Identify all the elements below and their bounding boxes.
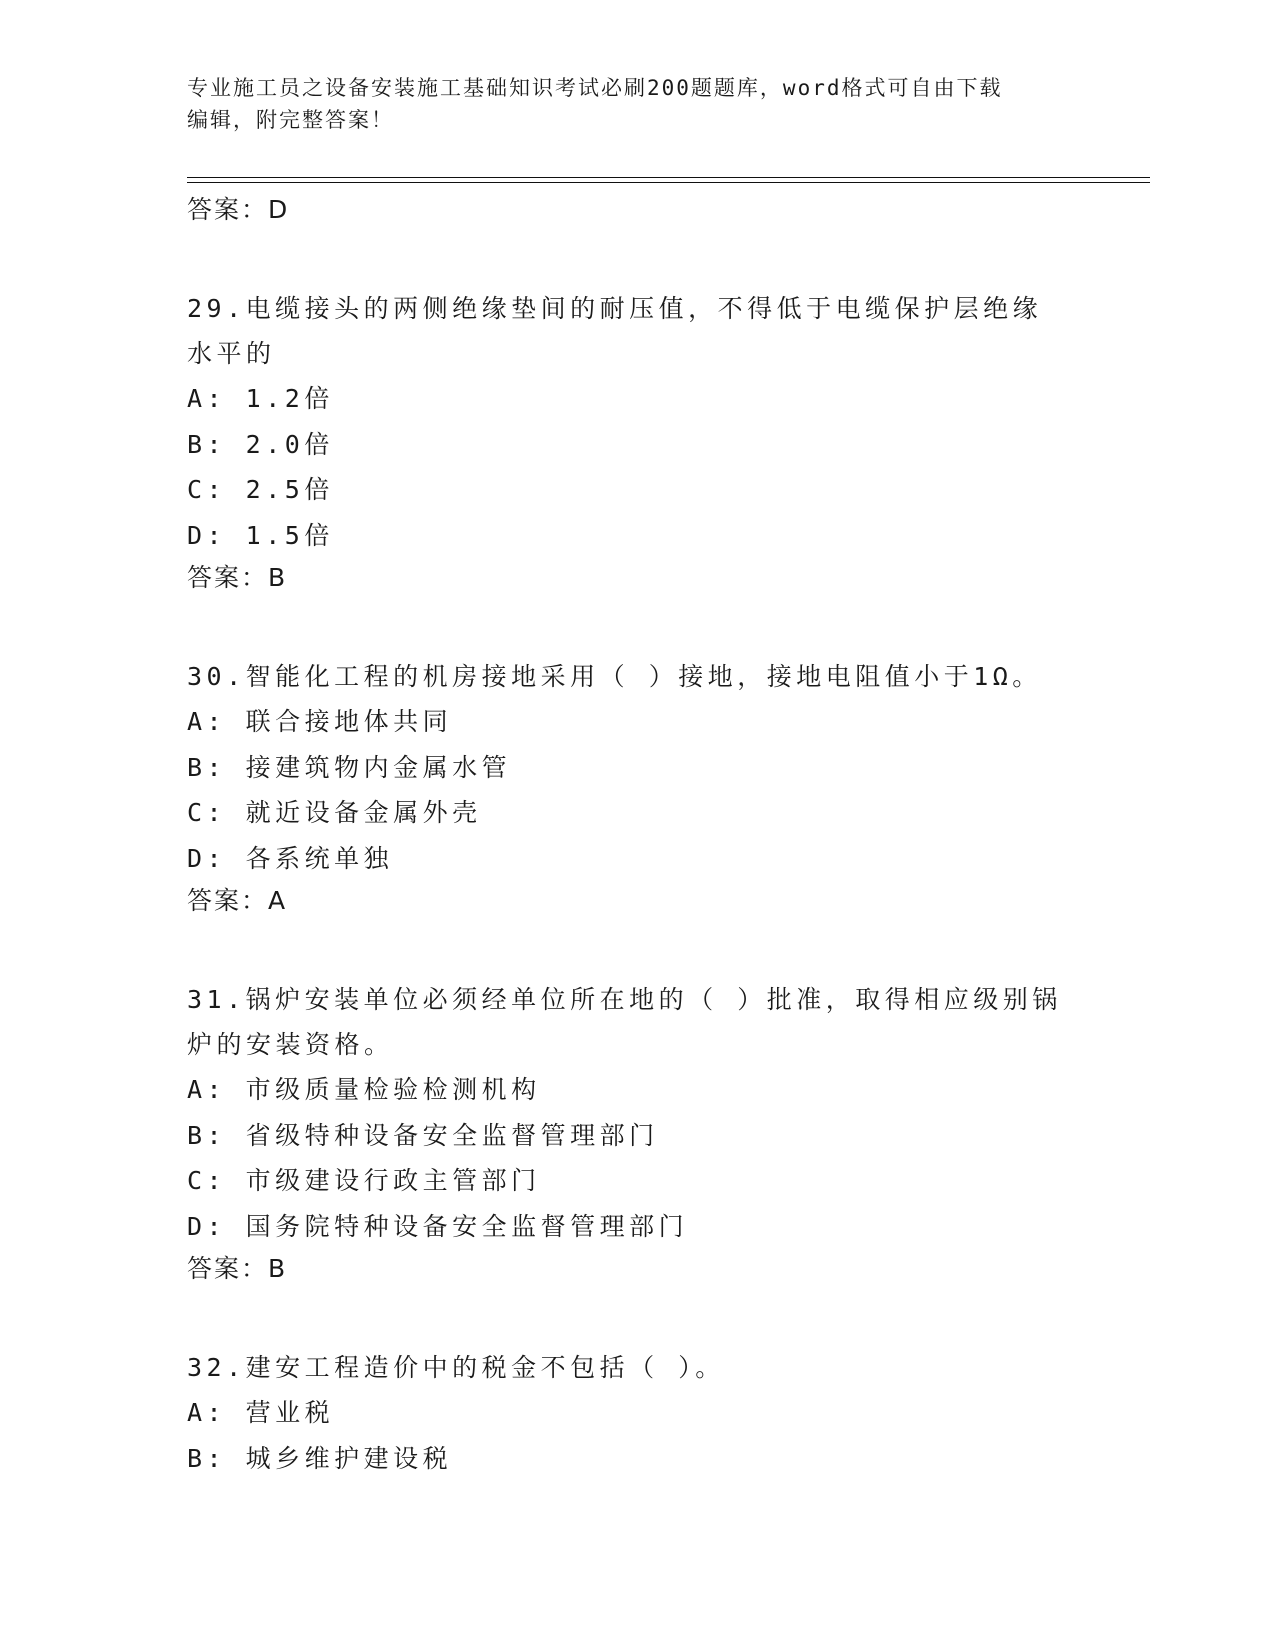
option-d (187, 1204, 1087, 1250)
header-line-1: 专业施工员之设备安装施工基础知识考试必刷200题题库，word格式可自由下载 (187, 76, 1003, 100)
option-c (187, 467, 1087, 513)
answer-value: D (268, 195, 289, 224)
question-body: 电缆接头的两侧绝缘垫间的耐压值，不得低于电缆保护层绝缘水平的 (187, 294, 1043, 368)
header-rule-top (187, 177, 1150, 178)
question-list (187, 190, 1087, 1481)
option-c (187, 1158, 1087, 1204)
question-number: 30. (187, 662, 246, 691)
question-body: 智能化工程的机房接地采用（ ）接地，接地电阻值小于1Ω。 (245, 662, 1042, 691)
option-text: 营业税 (245, 1398, 335, 1427)
option-text: 城乡维护建设税 (245, 1443, 453, 1473)
option-b (187, 745, 1087, 791)
option-text: 省级特种设备安全监督管理部门 (245, 1120, 659, 1150)
answer-label: 答案： (187, 1254, 269, 1283)
option-b (187, 422, 1087, 468)
option-a (187, 376, 1087, 422)
question-30 (187, 654, 1087, 921)
option-key: A: (187, 384, 227, 413)
option-key: D: (187, 843, 227, 873)
question-29 (187, 286, 1087, 598)
option-key: B: (187, 429, 227, 459)
option-a (187, 1067, 1087, 1113)
header-line-2: 编辑，附完整答案！ (187, 108, 394, 132)
option-d (187, 836, 1087, 882)
option-text: 2.5倍 (245, 475, 334, 504)
answer-label: 答案： (187, 886, 269, 915)
option-text: 就近设备金属外壳 (245, 798, 482, 827)
answer-value: B (268, 1254, 287, 1283)
answer-line (187, 190, 1087, 230)
question-body: 建安工程造价中的税金不包括（ ）。 (245, 1353, 725, 1382)
option-b (187, 1436, 1087, 1482)
question-31 (187, 977, 1087, 1289)
page-header (187, 72, 1087, 136)
answer-value: B (268, 563, 287, 592)
answer-line (187, 1249, 1087, 1289)
option-key: A: (187, 1398, 227, 1427)
option-c (187, 790, 1087, 836)
option-d (187, 513, 1087, 559)
option-text: 国务院特种设备安全监督管理部门 (245, 1211, 689, 1241)
option-key: B: (187, 1443, 227, 1473)
option-b (187, 1113, 1087, 1159)
answer-value: A (268, 886, 287, 915)
question-text (187, 977, 1067, 1067)
option-key: D: (187, 520, 227, 550)
option-key: C: (187, 1166, 227, 1195)
option-text: 2.0倍 (245, 429, 334, 459)
question-text (187, 1345, 1067, 1390)
option-key: B: (187, 1120, 227, 1150)
option-a (187, 699, 1087, 745)
question-text (187, 286, 1067, 376)
option-key: D: (187, 1211, 227, 1241)
option-text: 接建筑物内金属水管 (245, 752, 512, 782)
option-text: 1.2倍 (245, 384, 334, 413)
question-32 (187, 1345, 1087, 1481)
option-key: C: (187, 798, 227, 827)
question-number: 32. (187, 1353, 246, 1382)
option-text: 市级建设行政主管部门 (245, 1166, 541, 1195)
option-text: 市级质量检验检测机构 (245, 1075, 541, 1104)
option-key: B: (187, 752, 227, 782)
header-rule-bottom (187, 182, 1150, 183)
option-key: A: (187, 707, 227, 736)
answer-label: 答案： (187, 195, 269, 224)
question-body: 锅炉安装单位必须经单位所在地的（ ）批准，取得相应级别锅炉的安装资格。 (187, 985, 1062, 1059)
option-text: 1.5倍 (245, 520, 334, 550)
option-key: A: (187, 1075, 227, 1104)
option-text: 联合接地体共同 (245, 707, 453, 736)
question-number: 29. (187, 294, 246, 323)
answer-line (187, 558, 1087, 598)
option-text: 各系统单独 (245, 843, 394, 873)
question-number: 31. (187, 985, 246, 1014)
question-text (187, 654, 1067, 699)
option-a (187, 1390, 1087, 1436)
answer-line (187, 881, 1087, 921)
answer-label: 答案： (187, 563, 269, 592)
option-key: C: (187, 475, 227, 504)
